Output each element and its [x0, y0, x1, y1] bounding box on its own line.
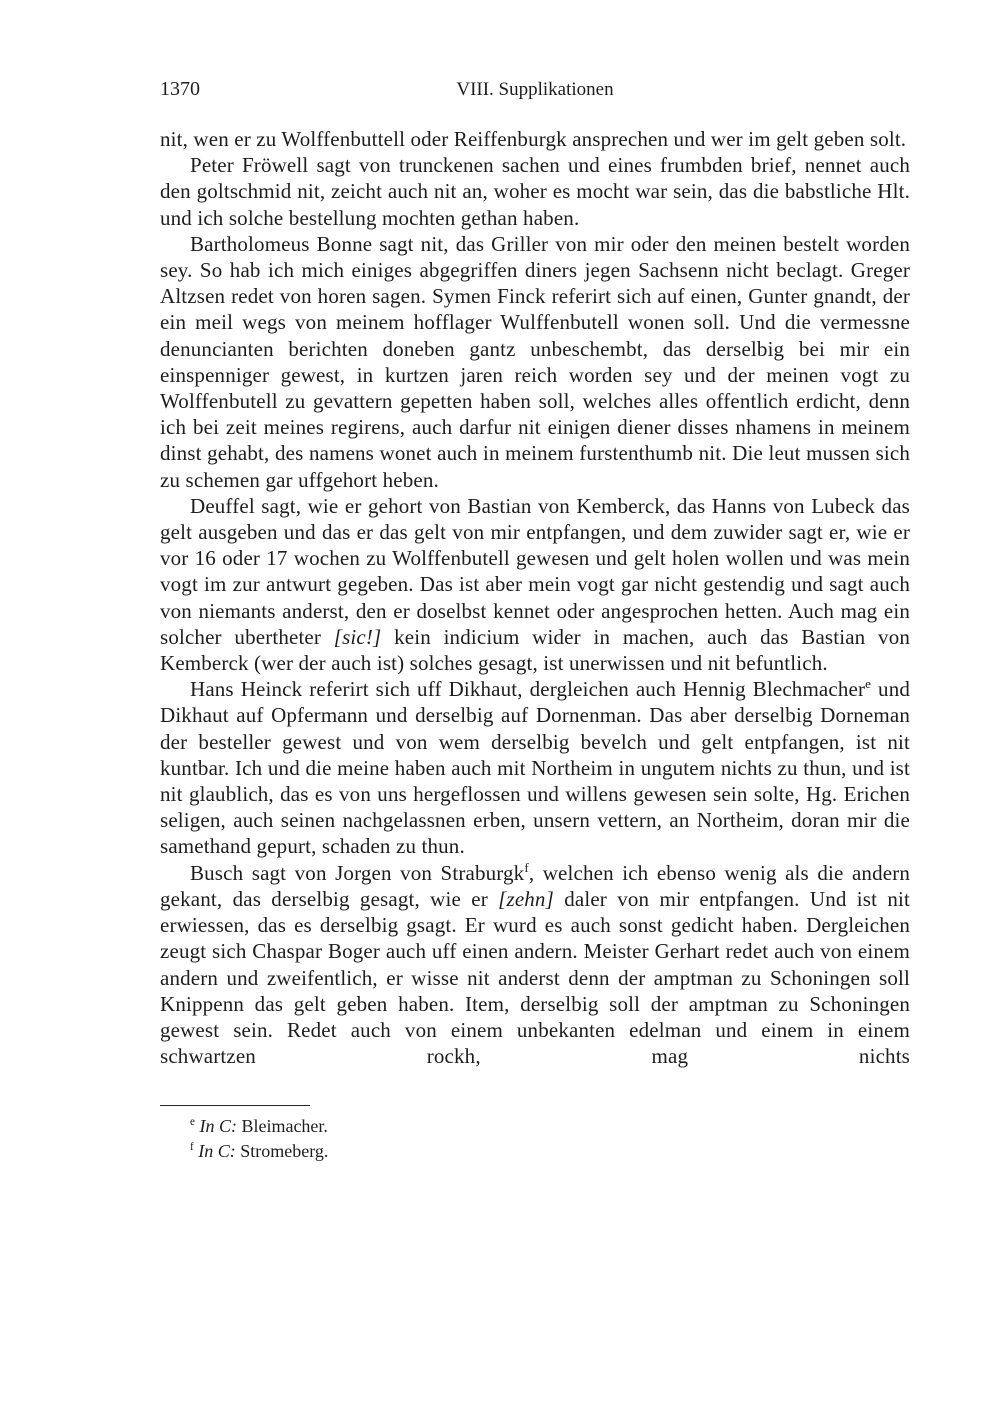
text-run: [sic!] — [333, 624, 382, 649]
footnote-marker: f — [190, 1141, 194, 1154]
text-run: Stromeberg. — [235, 1141, 329, 1162]
text-block — [160, 126, 910, 1069]
text-run: Busch sagt von Jorgen von Straburgk — [190, 860, 525, 885]
text-run: In C: — [193, 1141, 236, 1162]
page-header — [160, 78, 910, 104]
footnote-marker: e — [865, 676, 872, 692]
text-run: und Dikhaut auf Opfermann und derselbig auf Dornenman. Das aber derselbig Dorneman der besteller gewest und von wem derselbig bevelch und gelt entpfangen, ist nit kuntbar. Ich und die meine haben auch mit Northeim in ungutem nichts zu thun, und ist nit glaublich, das es von uns hergeflossen und willens gewesen sein solte, Hg. Erichen seligen, auch seinen nachgelassnen erben, unsern vettern, an Northeim, doran mir die samethand gepurt, schaden zu thun. — [160, 677, 910, 859]
paragraph — [160, 676, 910, 859]
paragraph — [160, 231, 910, 493]
text-run: , welchen ich ebenso wenig als die andern gekant, das derselbig gesagt, wie er — [160, 860, 910, 911]
footnote-item — [160, 1114, 910, 1139]
text-run: Bartholomeus Bonne sagt nit, das Griller von mir oder den meinen bestelt worden sey. So hab ich mich einiges abgegriffen diners jegen Sachsenn nicht beclagt. Greger Altzsen redet von horen sagen. Symen Finck referirt sich auf einen, Gunter gnandt, der ein meil wegs von meinem hofflager Wulffenbutell wonen soll. Und die vermessne denuncianten berichten doneben gantz unbeschembt, das derselbig bei mir ein einspenniger gewest, in kurtzen jaren reich worden sey und der meinen vogt zu Wolffenbutell zu gevattern gepetten haben soll, welches alles offentlich erdicht, denn ich bei zeit meines regirens, auch darfur nit einigen diener disses nhamens in meinem dinst gehabt, des namens wonet auch in meinem furstenthumb nit. Die leut mussen sich zu schemen gar uffgehort heben. — [160, 231, 910, 492]
text-run: Bleimacher. — [236, 1116, 328, 1137]
footnote-item — [160, 1139, 910, 1164]
text-run: In C: — [194, 1116, 237, 1137]
footnote-rule — [160, 1105, 310, 1106]
page-number: 1370 — [160, 78, 200, 100]
text-run: Deuffel sagt, wie er gehort von Bastian von Kemberck, das Hanns von Lubeck das gelt ausgeben und das er das gelt von mir entpfangen, und dem zuwider sagt er, wie er vor 16 oder 17 wochen zu Wolffenbutell gewesen und gelt holen wollen und was mein vogt im zur antwurt gegeben. Das ist aber mein vogt gar nicht gestendig und sagt auch von niemants anderst, den er doselbst kennet oder angesprochen hetten. Auch mag ein solcher ubertheter — [160, 493, 910, 649]
text-run: [zehn] — [498, 886, 554, 911]
footnote-marker: e — [190, 1116, 195, 1129]
text-run: Peter Fröwell sagt von trunckenen sachen und eines frumbden brief, nennet auch den goltschmid nit, zeicht auch nit an, woher es mocht war sein, das die babstliche Hlt. und ich solche bestellung mochten gethan haben. — [160, 153, 910, 230]
text-run: nit, wen er zu Wolffenbuttell oder Reiffenburgk ansprechen und wer im gelt geben solt. — [160, 127, 907, 151]
text-run: kein indicium wider in machen, auch das Bastian von Kemberck (wer der auch ist) solches gesagt, ist unerwissen und nit befuntlich. — [160, 624, 911, 676]
footnotes — [160, 1105, 910, 1164]
paragraph — [160, 493, 910, 676]
footnote-list — [160, 1114, 910, 1164]
paragraph — [160, 126, 910, 152]
paragraph — [160, 152, 910, 231]
running-title: VIII. Supplikationen — [456, 79, 614, 100]
footnote-marker: f — [524, 859, 529, 875]
text-run: daler von mir entpfangen. Und ist nit erwiessen, das es derselbig gsagt. Er wurd es auch sonst gedicht haben. Dergleichen zeugt sich Chaspar Boger auch uff einen andern. Meister Gerhart redet auch von einem andern und zweifentlich, er wisse nit anderst denn der amptman zu Schoningen soll Knippenn das gelt geben haben. Item, derselbig soll der amptman zu Schoningen gewest sein. Redet auch von einem unbekanten edelman und einem in einem schwartzen rockh, mag nichts — [160, 886, 910, 1069]
paragraph — [160, 860, 910, 1070]
text-run: Hans Heinck referirt sich uff Dikhaut, dergleichen auch Hennig Blechmacher — [190, 677, 866, 702]
